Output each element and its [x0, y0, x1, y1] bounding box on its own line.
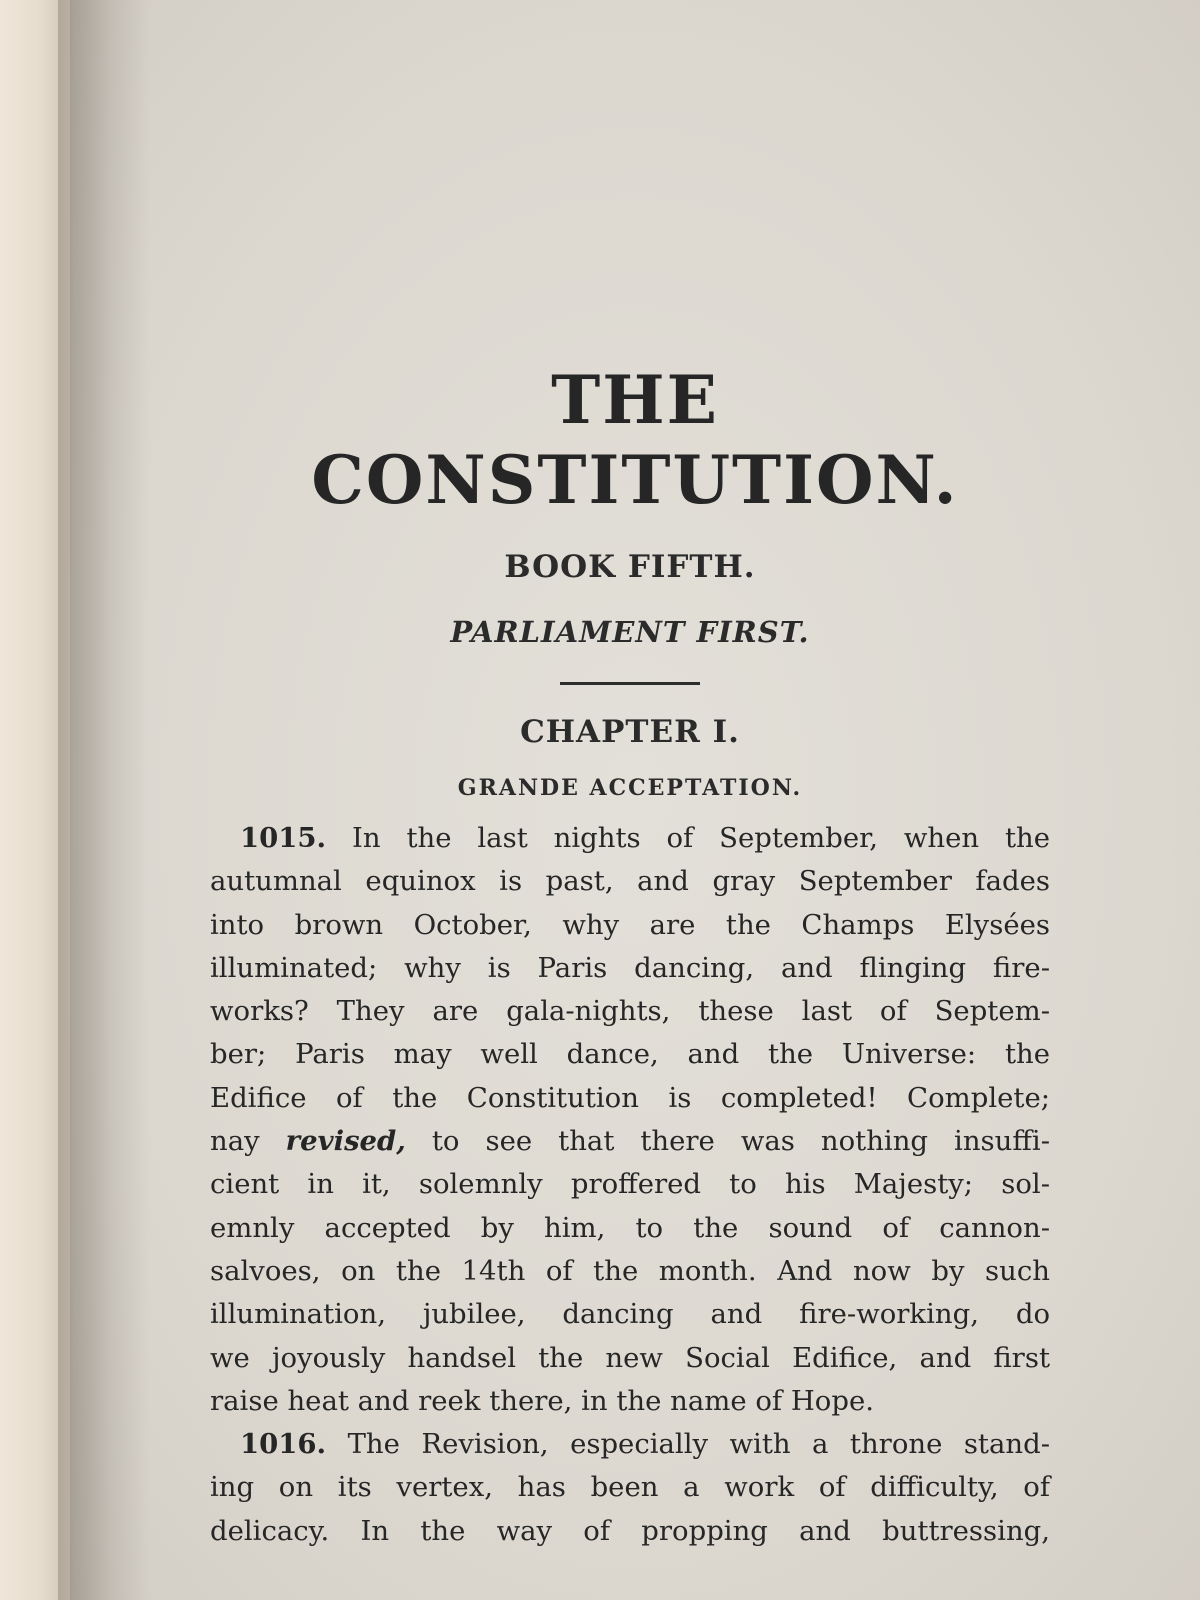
paragraph-line: delicacy. In the way of propping and buttressing,: [210, 1514, 1050, 1547]
parliament-heading: PARLIAMENT FIRST.: [450, 615, 810, 649]
paragraph-line: ing on its vertex, has been a work of difficulty, of: [210, 1471, 1050, 1504]
paragraph-line: autumnal equinox is past, and gray September fades: [210, 865, 1050, 898]
book-heading: BOOK FIFTH.: [504, 549, 756, 585]
paragraph-line: nay revised, to see that there was nothing insuffi-: [210, 1125, 1050, 1158]
section-rule: [560, 682, 700, 685]
paragraph-number: 1015.: [240, 822, 327, 854]
page-title: THE CONSTITUTION.: [311, 361, 959, 519]
paragraph-line: Edifice of the Constitution is completed! Complete;: [210, 1081, 1050, 1114]
paragraph-line: into brown October, why are the Champs Elysées: [210, 908, 1050, 941]
paragraph-line: 1015. In the last nights of September, when the: [240, 822, 1050, 854]
paragraph-number: 1016.: [240, 1428, 327, 1461]
paragraph-line: works? They are gala-nights, these last of Septem-: [210, 995, 1050, 1028]
paragraph-line: we joyously handsel the new Social Edifice, and first: [210, 1341, 1050, 1374]
paragraph-line: salvoes, on the 14th of the month. And now by such: [210, 1254, 1050, 1287]
paragraph-line: 1016. The Revision, especially with a throne stand-: [240, 1428, 1050, 1461]
paragraph-line: ber; Paris may well dance, and the Universe: the: [210, 1038, 1050, 1071]
paragraph-line: cient in it, solemnly proffered to his Majesty; sol-: [210, 1168, 1050, 1201]
page-text: [210, 360, 1050, 1553]
book-gutter: [58, 0, 110, 1600]
paragraph-1015: [210, 817, 1050, 1423]
paragraph-line: raise heat and reek there, in the name of Hope.: [210, 1384, 874, 1417]
paragraph-line: illumination, jubilee, dancing and fire-working, do: [210, 1298, 1050, 1331]
paragraph-line: emnly accepted by him, to the sound of cannon-: [210, 1211, 1050, 1244]
paragraph-line: illuminated; why is Paris dancing, and flinging fire-: [210, 951, 1050, 984]
chapter-heading: CHAPTER I.: [520, 714, 740, 750]
paragraph-1016: [210, 1423, 1050, 1553]
italic-word: revised,: [285, 1125, 406, 1158]
chapter-subtitle: GRANDE ACCEPTATION.: [457, 775, 803, 801]
